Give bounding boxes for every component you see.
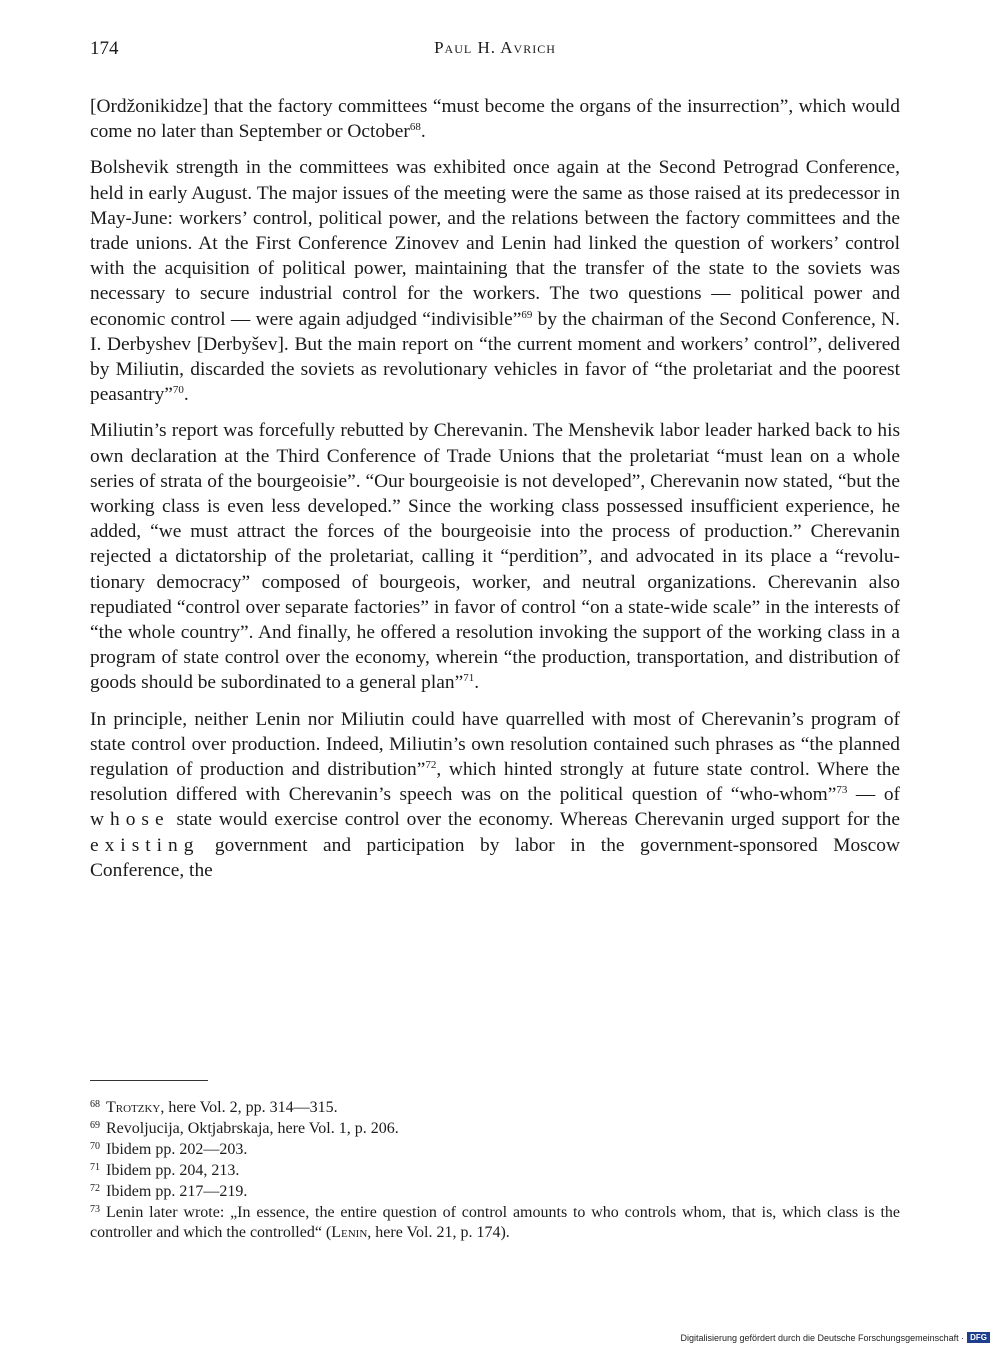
footnote-text: Revoljucija, Oktjabrskaja, here Vol. 1, p. 206. [106, 1120, 399, 1137]
footnote [90, 1119, 900, 1139]
paragraph-text: [Ordžonikidze] that the factory committees “must become the organs of the insurrection”, which would come no later than September or October [90, 96, 900, 143]
dfg-logo: DFG [967, 1332, 990, 1343]
footnotes [90, 1098, 900, 1244]
footnote-author: Lenin [331, 1224, 368, 1241]
footnote-ref[interactable]: 72 [425, 759, 437, 772]
paragraph: [Ordžonikidze] that the factory committees “must become the organs of the insurrection”, which would come no later than September or October$^{68}$. [90, 96, 900, 143]
paragraph-text: Miliutin’s report was forcefully rebutted by Cherevanin. The Menshevik labor leader harked back to his own declaration at the Third Conference of Trade Unions that the proletariat “must lean on a whole series of strata of the bourgeoisie”. “Our bourgeoisie is not developed”, Cherevanin now stated, “but the working class is even less developed.” Since the working class possessed insufficient experience, he added, “we must attract the forces of the bourgeoisie into the process of production.” Cherevanin rejected a dictatorship of the proletariat, calling it “perdition”, and advocated in its place a “revolutionary democracy” composed of bourgeois, worker, and neutral organizations. Cherevanin also repudiated “control over separate factories” in favor of control “on a state-wide scale” in the interests of “the whole country”. And finally, he offered a resolution invoking the support of the working class in a program of state control over the economy, wherein “the production, transportation, and distribution of goods should be subordinated to a general plan” [90, 420, 900, 694]
digitization-credit [680, 1332, 990, 1343]
page-header [90, 38, 900, 68]
footnote-divider [90, 1080, 208, 1081]
paragraph-text: Bolshevik strength in the committees was exhibited once again at the Second Petrograd Conference, held in early August. The major issues of the meeting were the same as those raised at its predecessor in May-June: workers’ control, political power, and the relations between the factory committees and the trade unions. At the First Conference Zinovev and Lenin had linked the question of workers’ control with the acquisition of political power, maintaining that the transfer of the state to the soviets was necessary to secure industrial control for the workers. The two questions — political power and economic control — were again adjudged “indivisible” [90, 157, 900, 330]
footnote-ref[interactable]: 70 [172, 384, 184, 397]
footnote [90, 1203, 900, 1243]
paragraph-text: state would exercise control over the economy. Whereas Cherevanin urged support for the [169, 809, 900, 831]
paragraph-text: — of [847, 784, 900, 806]
footnote-ref[interactable]: 68 [409, 121, 421, 134]
footnote-number: 69 [90, 1120, 100, 1131]
footnote-ref[interactable]: 69 [521, 308, 533, 321]
paragraph-text: government and participation by labor in the government-sponsored Moscow Conference, the [90, 834, 900, 881]
footnote [90, 1161, 900, 1181]
page-number: 174 [90, 38, 119, 59]
paragraph-text: by the chairman of the Second Conference, N. I. Derbyshev [Derbyšev]. But the main report on “the current moment and workers’ control”, delivered by Miliutin, discarded the soviets as revolutionary vehicles in favor of “the proletariat and the poorest peasantry” [90, 308, 901, 406]
footnote-number: 68 [90, 1099, 100, 1110]
spaced-emphasis: whose [90, 809, 170, 831]
footnote-text: Ibidem pp. 202—203. [106, 1141, 248, 1158]
footnote-text: , here Vol. 2, pp. 314—315. [160, 1099, 338, 1116]
footnote-number: 71 [90, 1162, 100, 1173]
running-head: Paul H. Avrich [434, 38, 556, 57]
spaced-emphasis: existing [90, 834, 200, 856]
footnote-ref[interactable]: 71 [463, 672, 475, 685]
paragraph: Bolshevik strength in the committees was exhibited once again at the Second Petrograd Conference, held in early August. The major issues of the meeting were the same as those raised at its predecessor in May-June: workers’ control, political power, and the relations between the factory committees and the trade unions. At the First Conference Zinovev and Lenin had linked the question of workers’ control with the acquisition of political power, maintaining that the transfer of the state to the soviets was necessary to secure industrial control for the workers. The two questions — political power and economic control — were again adjudged “indivisible”$^{69}$ by the chairman of the Second Conference, N. I. Derbyshev [Derbyšev]. But the main report on “the current moment and workers’ control”, delivered by Miliutin, discarded the soviets as revolutionary vehicles in favor of “the proletariat and the poorest peasantry”$^{70}$. [90, 157, 901, 406]
footnote [90, 1098, 900, 1118]
credit-text: Digitalisierung gefördert durch die Deutsche Forschungsgemeinschaft · [680, 1332, 965, 1343]
footnote-text: Ibidem pp. 204, 213. [106, 1162, 240, 1179]
paragraph [90, 707, 900, 883]
footnote-text: Ibidem pp. 217—219. [106, 1183, 248, 1200]
footnote-number: 70 [90, 1141, 100, 1152]
paragraph-text: , which hinted strongly at future state control. Where the resolution differed with Cherevanin’s speech was on the political question of “who-whom” [90, 759, 901, 806]
body-text [90, 94, 900, 894]
paragraph: Miliutin’s report was forcefully rebutted by Cherevanin. The Menshevik labor leader harked back to his own declaration at the Third Conference of Trade Unions that the proletariat “must lean on a whole series of strata of the bourgeoisie”. “Our bourgeoisie is not developed”, Cherevanin now stated, “but the working class is even less developed.” Since the working class possessed insufficient experience, he added, “we must attract the forces of the bourgeoisie into the process of production.” Cherevanin rejected a dictatorship of the proletariat, calling it “perdition”, and advocated in its place a “revolutionary democracy” composed of bourgeois, worker, and neutral organizations. Cherevanin also repudiated “control over separate factories” in favor of control “on a state-wide scale” in the interests of “the whole country”. And finally, he offered a resolution invoking the support of the working class in a program of state control over the economy, wherein “the production, transportation, and distribution of goods should be subordinated to a general plan”$^{71}$. [90, 420, 900, 694]
footnote-number: 72 [90, 1183, 100, 1194]
footnote-author: Trotzky [106, 1099, 161, 1116]
paragraph-text: In principle, neither Lenin nor Miliutin could have quarrelled with most of Cherevanin’s program of state control over production. Indeed, Miliutin’s own resolution contained such phrases as “the planned regulation of production and distribution” [90, 708, 900, 781]
footnote [90, 1182, 900, 1202]
footnote-ref[interactable]: 73 [836, 784, 848, 797]
footnote-text: , here Vol. 21, p. 174). [367, 1224, 510, 1241]
footnote-number: 73 [90, 1204, 100, 1215]
footnote [90, 1140, 900, 1160]
footnote-text: Lenin later wrote: „In essence, the entire question of control amounts to who controls whom, that is, which class is the controller and which the controlled“ ( [90, 1204, 900, 1241]
